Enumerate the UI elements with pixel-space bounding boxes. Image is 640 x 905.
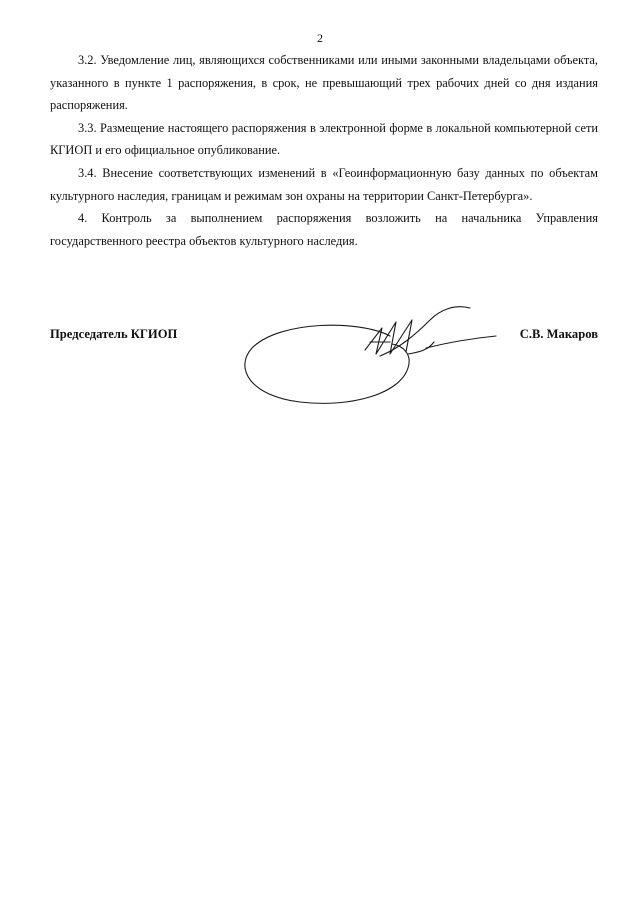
paragraph-3-2: 3.2. Уведомление лиц, являющихся собственниками или иными законными владельцами объекта, указанного в пункте 1 распоряжения, в срок, не превышающий трех рабочих дней со дня издания распоряжения. [50, 53, 598, 113]
paragraph-3-4: 3.4. Внесение соответствующих изменений в «Геоинформационную базу данных по объектам культурного наследия, границам и режимам зон охраны на территории Санкт-Петербурга». [50, 165, 598, 203]
document-body [50, 49, 598, 252]
paragraph-4: 4. Контроль за выполнением распоряжения возложить на начальника Управления государственного реестра объектов культурного наследия. [50, 211, 598, 248]
signatory-name: С.В. Макаров [519, 327, 598, 341]
handwritten-signature [240, 298, 500, 413]
signatory-position: Председатель КГИОП [50, 327, 178, 341]
paragraph-3-3: 3.3. Размещение настоящего распоряжения в электронной форме в локальной компьютерной сети КГИОП и его официальное опубликование. [50, 120, 598, 158]
page-number: 2 [317, 31, 323, 45]
